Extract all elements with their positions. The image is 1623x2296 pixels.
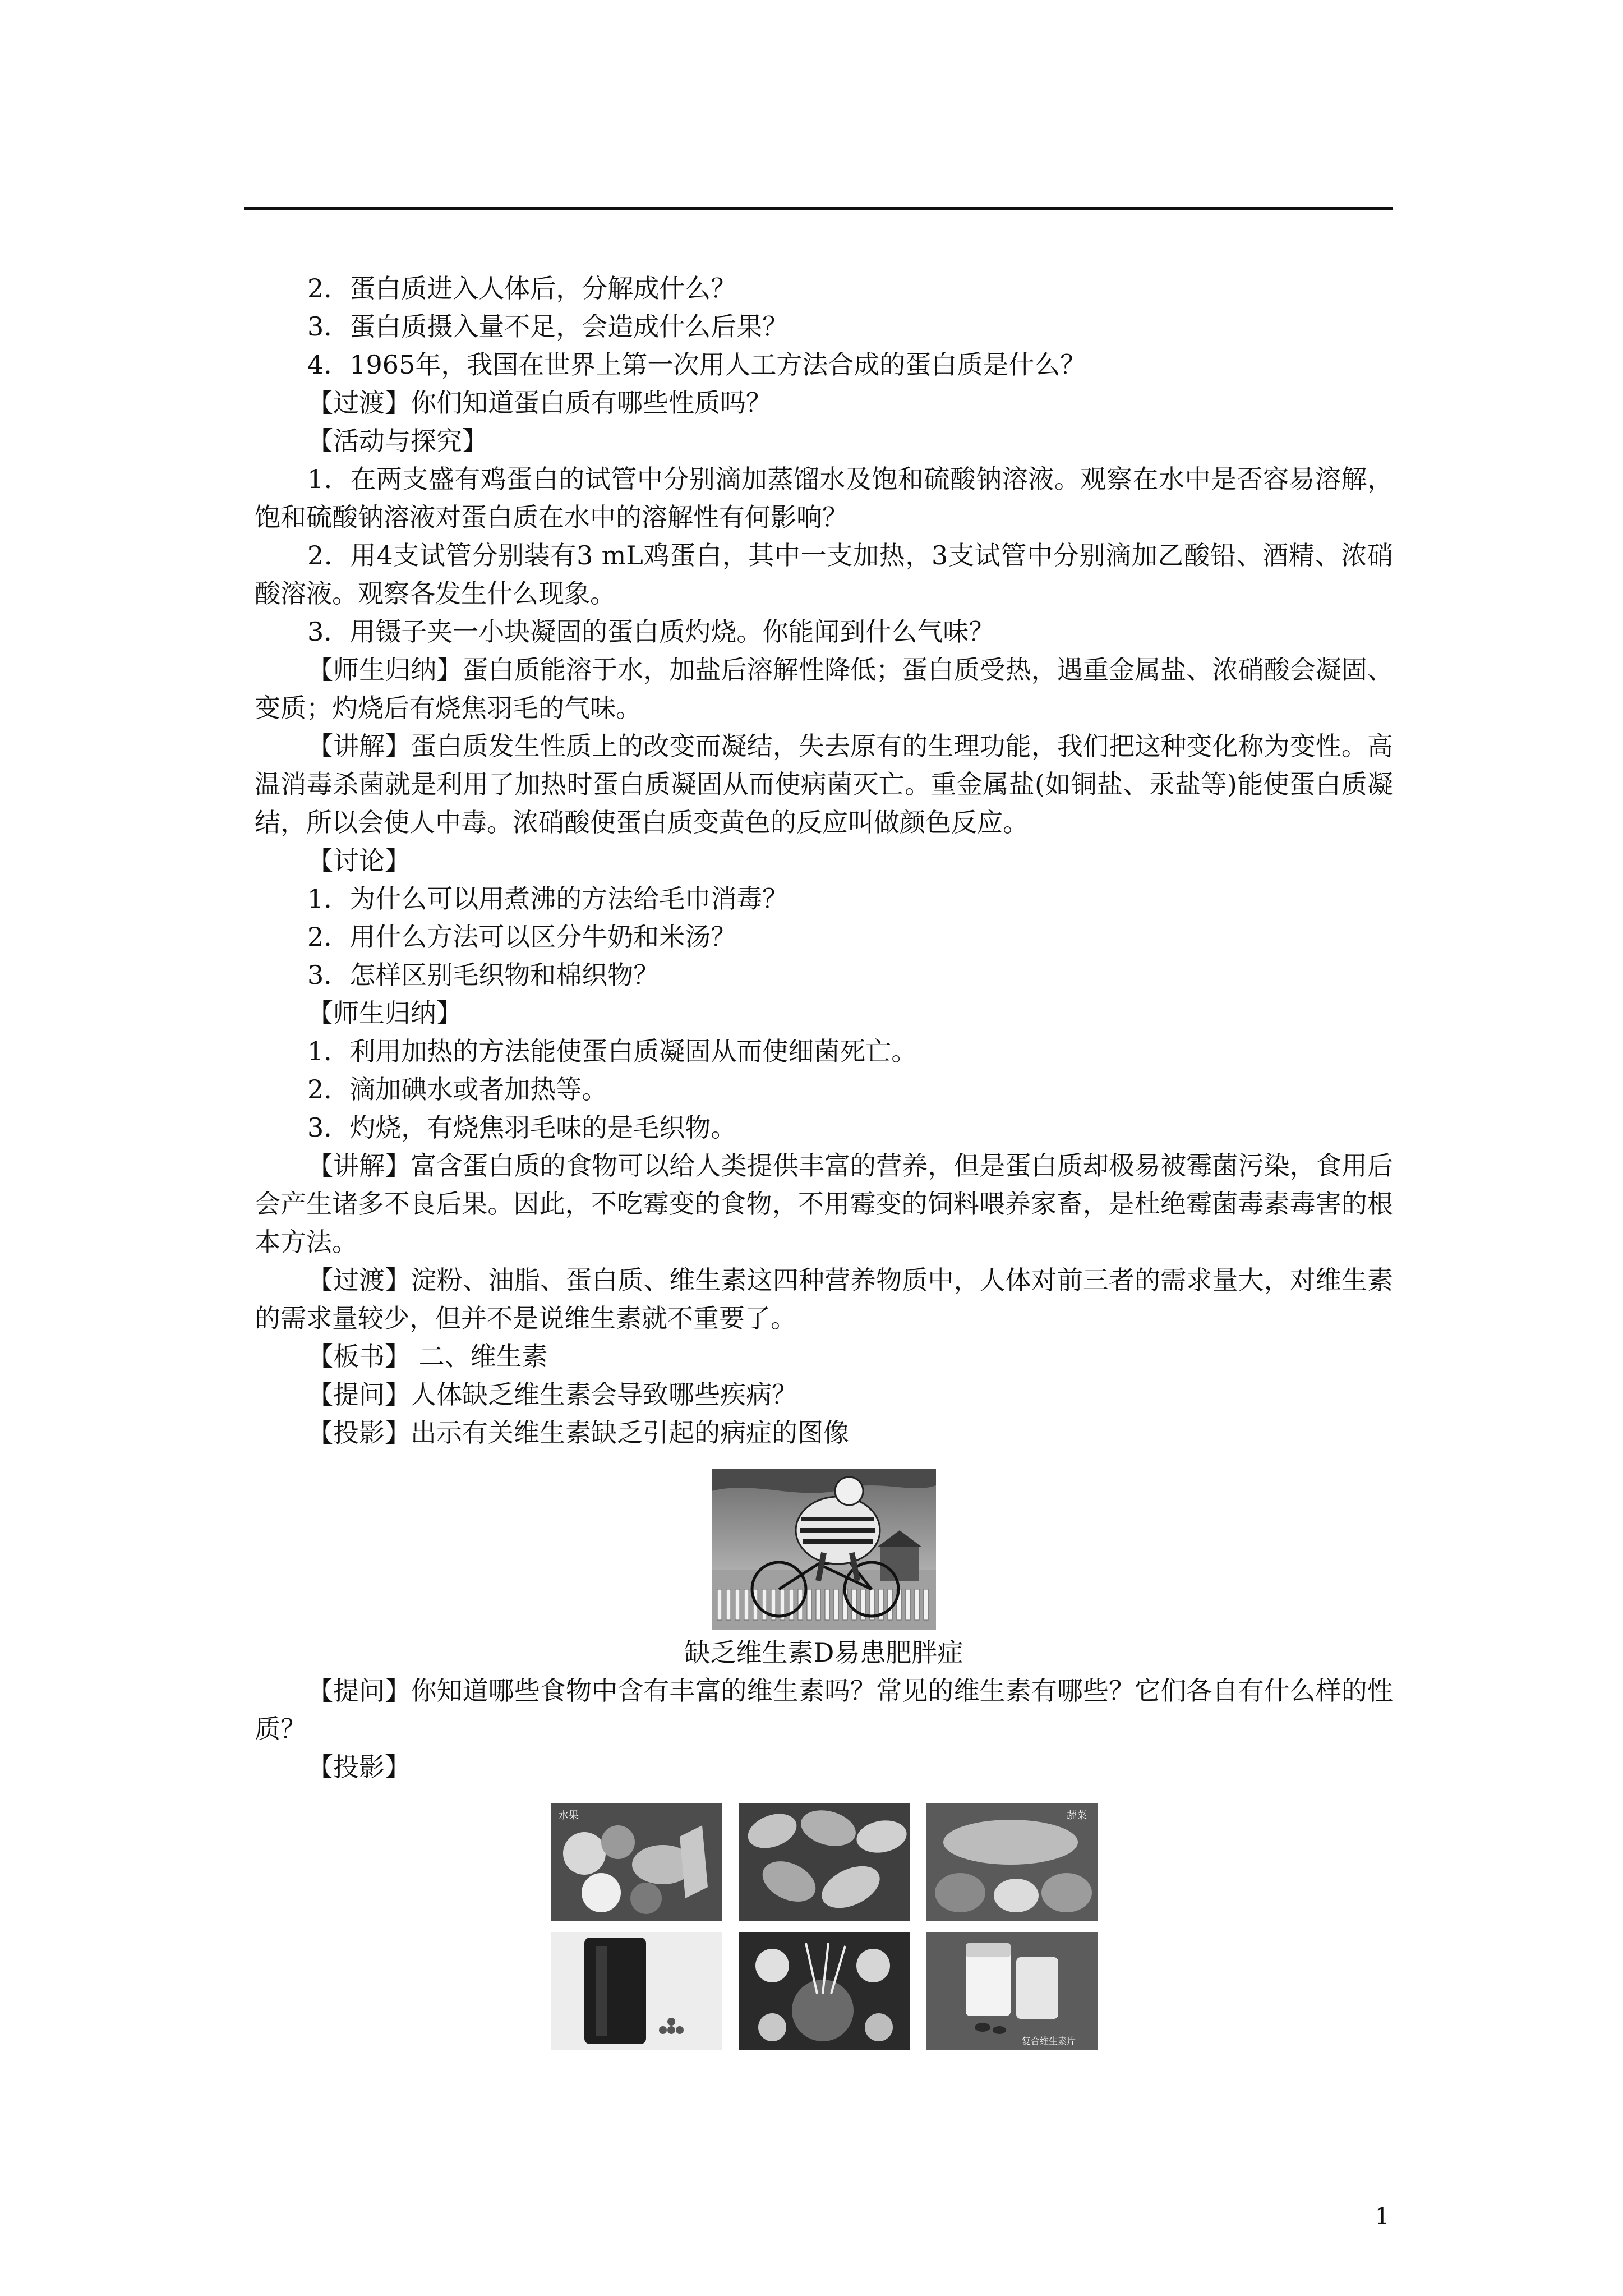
figure-caption: 缺乏维生素D易患肥胖症 xyxy=(684,1637,963,1668)
bottle-photo xyxy=(551,1932,722,2050)
paragraph: 【师生归纳】 xyxy=(307,998,462,1028)
paragraph: 1．在两支盛有鸡蛋白的试管中分别滴加蒸馏水及饱和硫酸钠溶液。观察在水中是否容易溶解，饱和硫酸钠溶液对蛋白质在水中的溶解性有何影响？ xyxy=(255,464,1393,532)
paragraph: 4．1965年，我国在世界上第一次用人工方法合成的蛋白质是什么？ xyxy=(307,349,1086,380)
paragraph: 2．蛋白质进入人体后，分解成什么？ xyxy=(307,273,737,303)
paragraph: 【提问】你知道哪些食物中含有丰富的维生素吗？常见的维生素有哪些？它们各自有什么样的性质？ xyxy=(255,1676,1393,1744)
paragraph: 【讲解】富含蛋白质的食物可以给人类提供丰富的营养，但是蛋白质却极易被霉菌污染，食用后会产生诸多不良后果。因此，不吃霉变的食物，不用霉变的饲料喂养家畜，是杜绝霉菌毒素毒害的根本方法。 xyxy=(255,1151,1393,1257)
paragraph: 3．灼烧，有烧焦羽毛味的是毛织物。 xyxy=(307,1112,737,1143)
paragraph: 【讨论】 xyxy=(307,845,411,876)
paragraph: 【过渡】你们知道蛋白质有哪些性质吗？ xyxy=(307,388,772,418)
vitamin-foods-photo-grid xyxy=(551,1803,1098,2050)
paragraph: 2．滴加碘水或者加热等。 xyxy=(307,1074,608,1105)
paragraph: 【活动与探究】 xyxy=(307,426,488,456)
paragraph: 【投影】 xyxy=(307,1752,411,1782)
paragraph: 2．用什么方法可以区分牛奶和米汤？ xyxy=(307,922,737,952)
grains-photo xyxy=(739,1932,910,2050)
paragraph: 2．用4支试管分别装有3 mL鸡蛋白，其中一支加热，3支试管中分别滴加乙酸铅、酒精、浓硝酸溶液。观察各发生什么现象。 xyxy=(255,540,1393,609)
paragraph: 【过渡】淀粉、油脂、蛋白质、维生素这四种营养物质中，人体对前三者的需求量大，对维生素的需求量较少，但并不是说维生素就不重要了。 xyxy=(255,1265,1393,1333)
paragraph: 3．怎样区别毛织物和棉织物？ xyxy=(307,960,660,990)
paragraph: 1．利用加热的方法能使蛋白质凝固从而使细菌死亡。 xyxy=(307,1036,917,1066)
fruit-label: 水果 xyxy=(558,1810,579,1821)
page-number: 1 xyxy=(1375,2203,1390,2229)
seeds-photo xyxy=(739,1803,910,1921)
multivitamin-label: 复合维生素片 xyxy=(1021,2036,1076,2046)
paragraph: 1．为什么可以用煮沸的方法给毛巾消毒？ xyxy=(307,884,789,914)
paragraph: 【师生归纳】蛋白质能溶于水，加盐后溶解性降低；蛋白质受热，遇重金属盐、浓硝酸会凝固、变质；灼烧后有烧焦羽毛的气味。 xyxy=(255,655,1393,723)
paragraph: 【板书】 二、维生素 xyxy=(307,1341,548,1372)
paragraph: 【投影】出示有关维生素缺乏引起的病症的图像 xyxy=(307,1418,849,1448)
multivitamin-photo xyxy=(926,1932,1098,2050)
paragraph: 3．用镊子夹一小块凝固的蛋白质灼烧。你能闻到什么气味？ xyxy=(307,616,995,647)
fruit-photo xyxy=(551,1803,722,1921)
paragraph: 【提问】人体缺乏维生素会导致哪些疾病？ xyxy=(307,1379,797,1410)
vegetable-label: 蔬菜 xyxy=(1066,1810,1087,1821)
vitamin-d-obesity-illustration xyxy=(712,1469,936,1630)
document-body xyxy=(255,269,1393,2050)
vegetables-photo xyxy=(926,1803,1098,1921)
header-rule xyxy=(244,207,1393,210)
paragraph: 3．蛋白质摄入量不足，会造成什么后果？ xyxy=(307,311,789,342)
paragraph: 【讲解】蛋白质发生性质上的改变而凝结，失去原有的生理功能，我们把这种变化称为变性。高温消毒杀菌就是利用了加热时蛋白质凝固从而使病菌灭亡。重金属盐(如铜盐、汞盐等)能使蛋白质凝结，所以会使人中毒。浓硝酸使蛋白质变黄色的反应叫做颜色反应。 xyxy=(255,731,1393,838)
